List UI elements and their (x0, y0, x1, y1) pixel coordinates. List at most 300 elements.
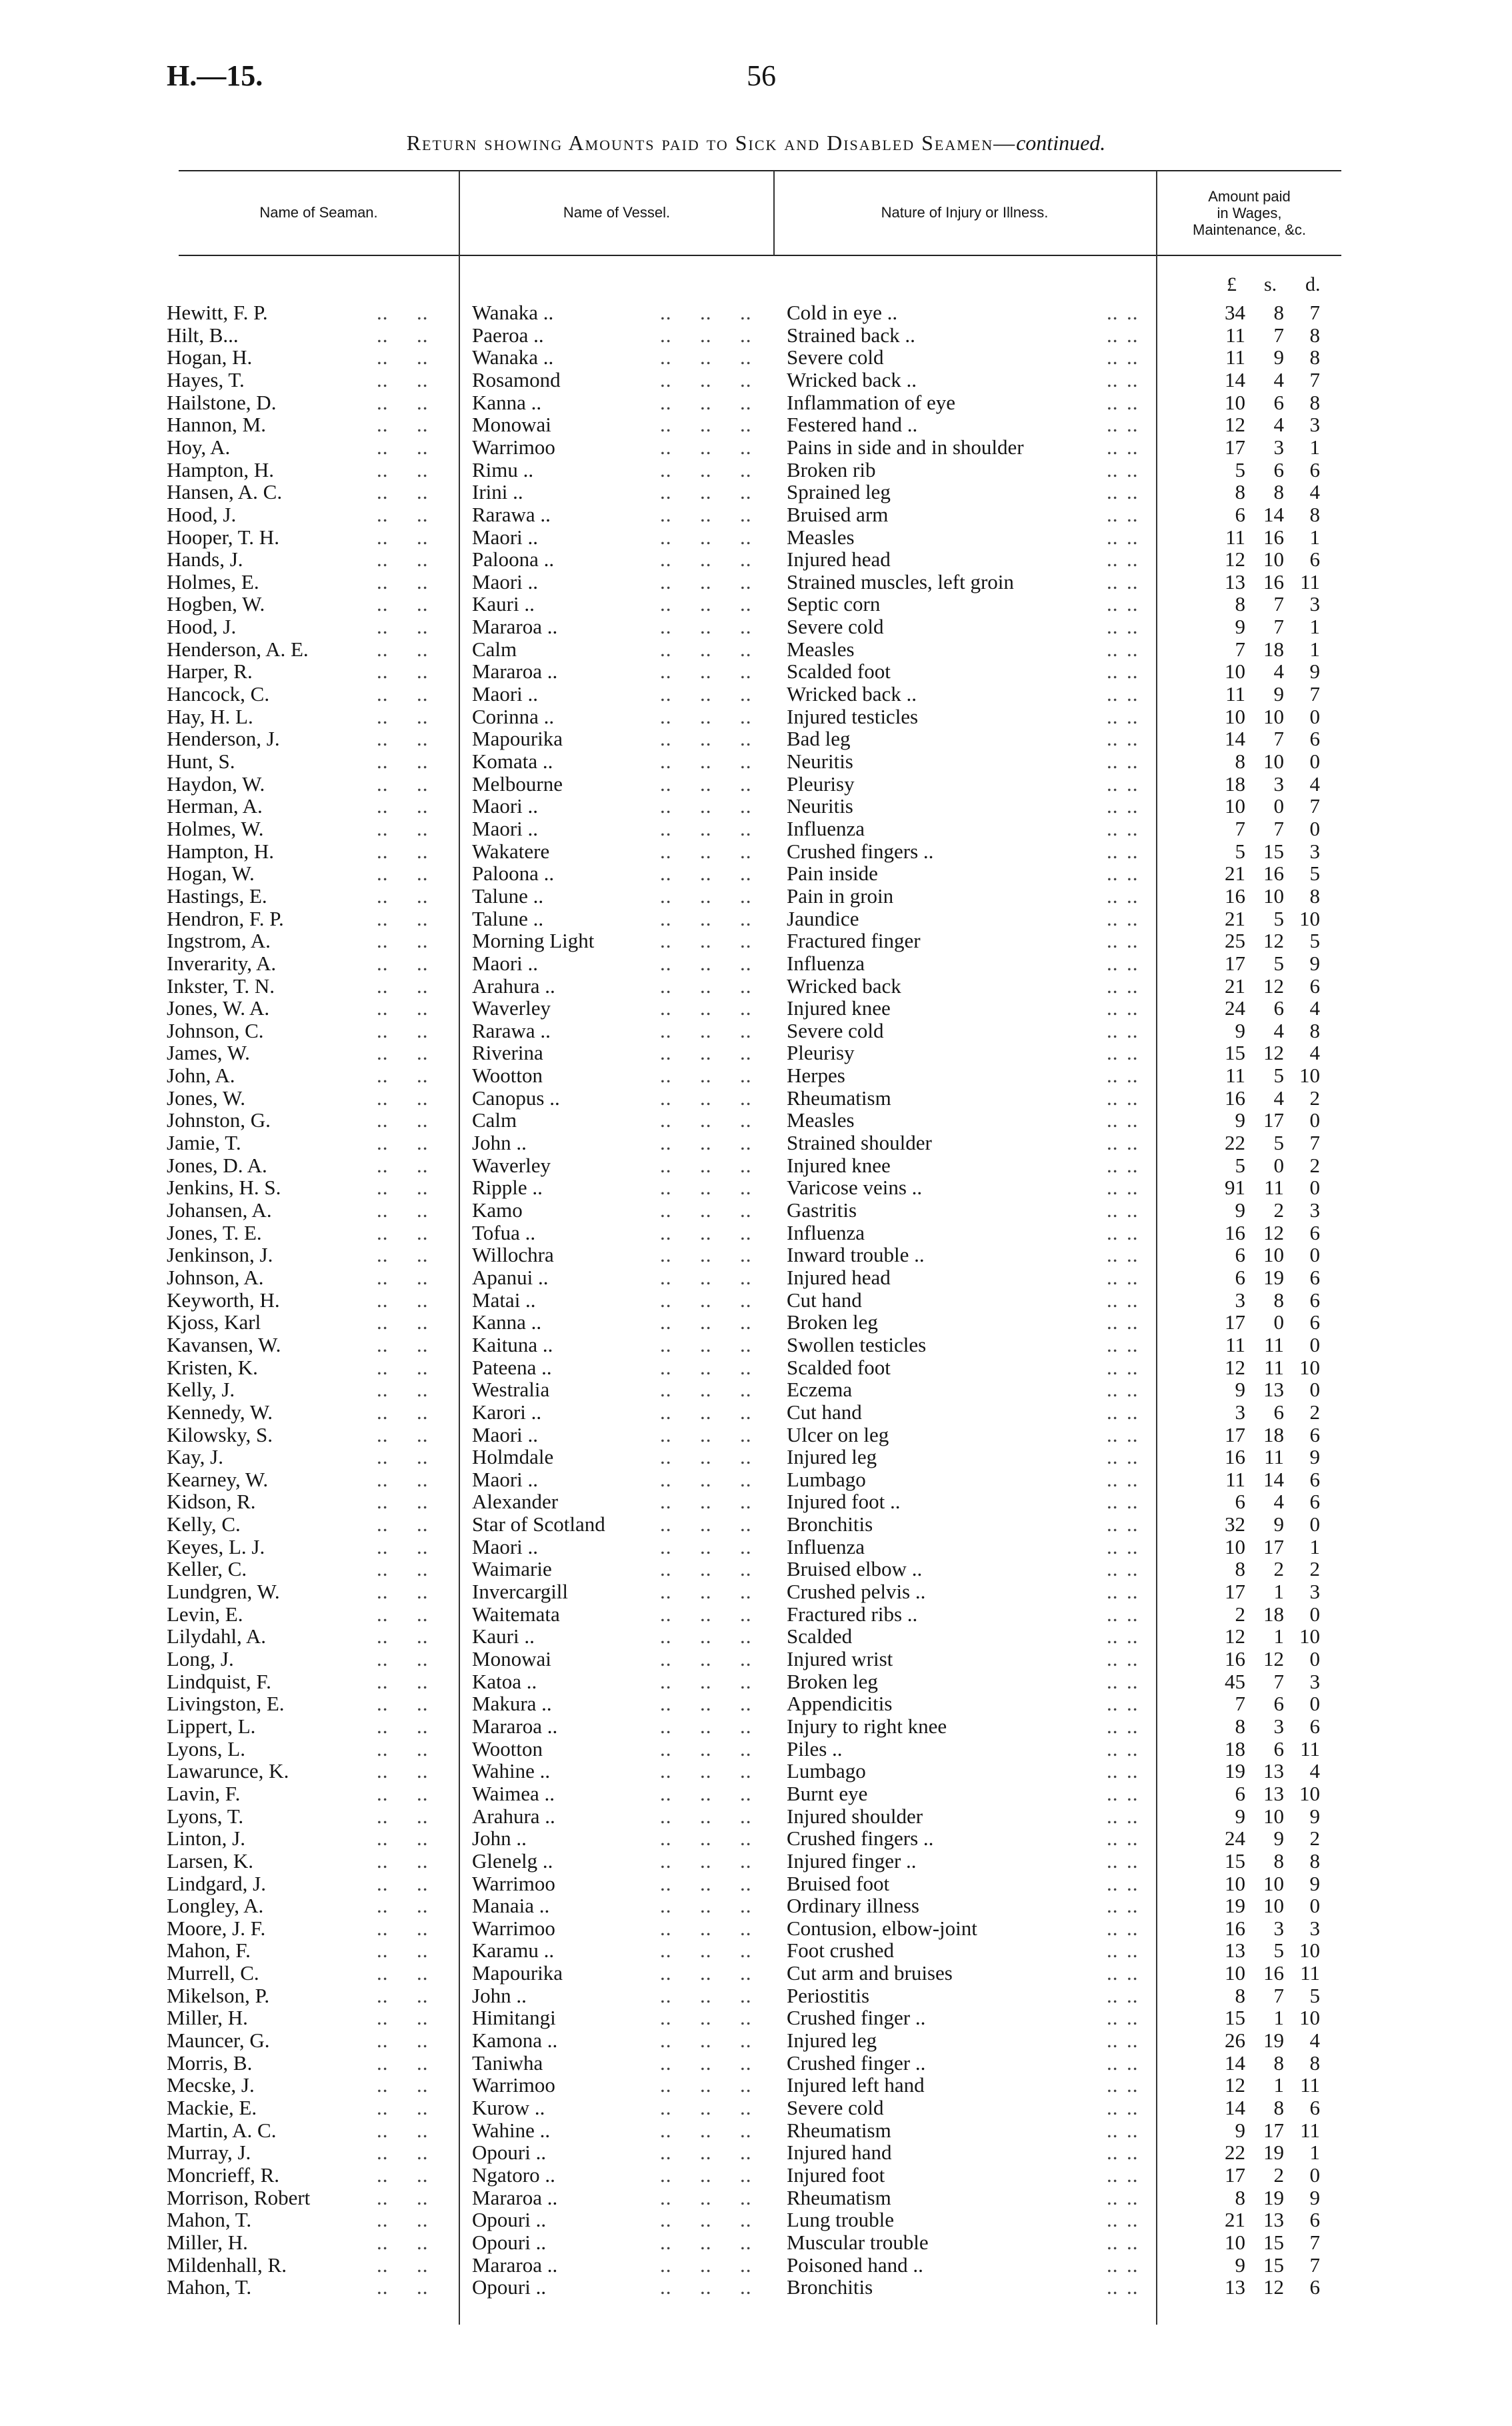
dot-leader: .. (377, 1534, 389, 1558)
amount-pence: 5 (1309, 862, 1320, 886)
amount-pence: 0 (1309, 1332, 1320, 1356)
dot-leader: .. (740, 1243, 752, 1267)
vessel-name: John .. (472, 1983, 527, 2007)
vessel-name: Arahura .. (472, 1804, 555, 1828)
dot-leader: .. (700, 1332, 712, 1356)
dot-leader: .. (1127, 839, 1139, 863)
injury-nature: Fractured finger (787, 929, 921, 953)
dot-leader: .. (1127, 1939, 1139, 1963)
amount-shillings: 5 (1273, 1064, 1284, 1088)
dot-leader: .. (660, 2185, 672, 2209)
amount-pence: 5 (1309, 1983, 1320, 2007)
dot-leader: .. (740, 2096, 752, 2119)
dot-leader: .. (660, 1041, 672, 1065)
dot-leader: .. (740, 1804, 752, 1828)
amount-pounds: 5 (1235, 839, 1245, 863)
vessel-name: Maori .. (472, 951, 539, 975)
amount-pounds: 16 (1225, 884, 1245, 908)
dot-leader: .. (377, 1557, 389, 1581)
dot-leader: .. (417, 1445, 429, 1469)
amount-shillings: 5 (1273, 1131, 1284, 1155)
vessel-name: Pateena .. (472, 1355, 552, 1379)
seaman-name: Hendron, F. P. (167, 906, 284, 930)
dot-leader: .. (1107, 1041, 1119, 1065)
injury-nature: Ordinary illness (787, 1894, 919, 1918)
amount-pounds: 22 (1225, 1131, 1245, 1155)
dot-leader: .. (1127, 996, 1139, 1020)
dot-leader: .. (377, 435, 389, 459)
dot-leader: .. (1107, 1759, 1119, 1783)
amount-shillings: 6 (1273, 457, 1284, 481)
table-row (0, 481, 1512, 503)
injury-nature: Severe cold (787, 2096, 884, 2119)
dot-leader: .. (377, 2253, 389, 2277)
seaman-name: Mecske, J. (167, 2073, 255, 2097)
dot-leader: .. (700, 367, 712, 391)
injury-nature: Crushed finger .. (787, 2006, 926, 2030)
dot-leader: .. (417, 839, 429, 863)
amount-pence: 9 (1309, 1445, 1320, 1469)
dot-leader: .. (740, 704, 752, 728)
dot-leader: .. (740, 367, 752, 391)
seaman-name: Kidson, R. (167, 1490, 256, 1514)
dot-leader: .. (740, 480, 752, 504)
dot-leader: .. (1127, 816, 1139, 840)
amount-pounds: 2 (1235, 1602, 1245, 1626)
amount-pounds: 17 (1225, 435, 1245, 459)
dot-leader: .. (417, 1624, 429, 1648)
dot-leader: .. (700, 1624, 712, 1648)
dot-leader: .. (1107, 2230, 1119, 2254)
dot-leader: .. (417, 2253, 429, 2277)
amount-pence: 0 (1309, 1176, 1320, 1200)
dot-leader: .. (700, 884, 712, 908)
dot-leader: .. (660, 1018, 672, 1042)
seaman-name: Keyes, L. J. (167, 1534, 265, 1558)
amount-shillings: 6 (1273, 1400, 1284, 1424)
vessel-name: Wahine .. (472, 2118, 551, 2142)
vessel-name: John .. (472, 1131, 527, 1155)
amount-shillings: 15 (1263, 2230, 1284, 2254)
injury-nature: Injured knee (787, 996, 891, 1020)
dot-leader: .. (660, 884, 672, 908)
amount-pence: 2 (1309, 1086, 1320, 1110)
amount-pounds: 13 (1225, 1939, 1245, 1963)
amount-shillings: 3 (1273, 435, 1284, 459)
table-row (0, 1311, 1512, 1334)
dot-leader: .. (660, 301, 672, 324)
vessel-name: Invercargill (472, 1580, 569, 1604)
dot-leader: .. (377, 615, 389, 639)
vessel-name: Paloona .. (472, 547, 555, 571)
seaman-name: Hewitt, F. P. (167, 301, 268, 324)
vessel-name: Rosamond (472, 367, 561, 391)
dot-leader: .. (740, 615, 752, 639)
dot-leader: .. (1107, 772, 1119, 796)
dot-leader: .. (417, 1534, 429, 1558)
amount-pence: 11 (1300, 2073, 1320, 2097)
dot-leader: .. (1107, 1153, 1119, 1177)
table-row (0, 885, 1512, 908)
amount-pounds: 9 (1235, 1378, 1245, 1402)
dot-leader: .. (377, 1894, 389, 1918)
dot-leader: .. (377, 1804, 389, 1828)
dot-leader: .. (1127, 1580, 1139, 1604)
dot-leader: .. (1107, 1086, 1119, 1110)
dot-leader: .. (1127, 951, 1139, 975)
dot-leader: .. (1127, 1176, 1139, 1200)
amount-pounds: 7 (1235, 637, 1245, 661)
seaman-name: Murrell, C. (167, 1961, 259, 1985)
injury-nature: Neuritis (787, 750, 853, 773)
dot-leader: .. (700, 1557, 712, 1581)
dot-leader: .. (740, 1131, 752, 1155)
amount-shillings: 10 (1263, 1243, 1284, 1267)
dot-leader: .. (1127, 547, 1139, 571)
vessel-name: Mapourika (472, 1961, 563, 1985)
vessel-name: Star of Scotland (472, 1512, 605, 1536)
seaman-name: Jones, W. A. (167, 996, 270, 1020)
dot-leader: .. (660, 1916, 672, 1940)
dot-leader: .. (1127, 2118, 1139, 2142)
amount-shillings: 2 (1273, 2163, 1284, 2187)
amount-shillings: 2 (1273, 1198, 1284, 1222)
dot-leader: .. (417, 794, 429, 818)
dot-leader: .. (1127, 1467, 1139, 1491)
amount-pence: 4 (1309, 996, 1320, 1020)
dot-leader: .. (740, 1714, 752, 1738)
vessel-name: Waverley (472, 996, 551, 1020)
dot-leader: .. (1107, 1714, 1119, 1738)
vessel-name: Taniwha (472, 2051, 543, 2075)
dot-leader: .. (700, 345, 712, 369)
dot-leader: .. (377, 2141, 389, 2165)
injury-nature: Pain inside (787, 862, 878, 886)
dot-leader: .. (700, 1288, 712, 1312)
dot-leader: .. (1107, 1198, 1119, 1222)
amount-pounds: 17 (1225, 1310, 1245, 1334)
dot-leader: .. (740, 637, 752, 661)
vessel-name: Kaituna .. (472, 1332, 553, 1356)
amount-shillings: 5 (1273, 951, 1284, 975)
amount-shillings: 4 (1273, 413, 1284, 437)
dot-leader: .. (1107, 1916, 1119, 1940)
vessel-name: Wanaka .. (472, 301, 554, 324)
seaman-name: Jones, W. (167, 1086, 245, 1110)
dot-leader: .. (377, 345, 389, 369)
dot-leader: .. (1127, 1378, 1139, 1402)
injury-nature: Cold in eye .. (787, 301, 898, 324)
dot-leader: .. (1127, 1849, 1139, 1873)
vessel-name: Arahura .. (472, 974, 555, 998)
dot-leader: .. (740, 2006, 752, 2030)
amount-pounds: 21 (1225, 974, 1245, 998)
amount-pence: 7 (1309, 682, 1320, 706)
dot-leader: .. (377, 2208, 389, 2232)
dot-leader: .. (660, 951, 672, 975)
vessel-name: Maori .. (472, 1467, 539, 1491)
dot-leader: .. (660, 2118, 672, 2142)
amount-shillings: 2 (1273, 1557, 1284, 1581)
dot-leader: .. (377, 1243, 389, 1267)
amount-pounds: 9 (1235, 2253, 1245, 2277)
amount-pence: 11 (1300, 2118, 1320, 2142)
dot-leader: .. (1127, 1422, 1139, 1446)
vessel-name: Kauri .. (472, 1624, 535, 1648)
amount-shillings: 12 (1263, 1647, 1284, 1670)
dot-leader: .. (1127, 435, 1139, 459)
injury-nature: Injured testicles (787, 704, 919, 728)
dot-leader: .. (1107, 367, 1119, 391)
dot-leader: .. (417, 637, 429, 661)
dot-leader: .. (1127, 1534, 1139, 1558)
dot-leader: .. (417, 457, 429, 481)
vessel-name: Waitemata (472, 1602, 560, 1626)
dot-leader: .. (417, 1176, 429, 1200)
dot-leader: .. (700, 1041, 712, 1065)
dot-leader: .. (740, 1332, 752, 1356)
dot-leader: .. (660, 413, 672, 437)
vessel-name: Paloona .. (472, 862, 555, 886)
dot-leader: .. (417, 660, 429, 684)
amount-pence: 1 (1309, 525, 1320, 549)
dot-leader: .. (377, 2073, 389, 2097)
amount-pence: 0 (1309, 1378, 1320, 1402)
dot-leader: .. (700, 1131, 712, 1155)
dot-leader: .. (377, 1512, 389, 1536)
seaman-name: Kennedy, W. (167, 1400, 273, 1424)
dot-leader: .. (377, 1580, 389, 1604)
dot-leader: .. (740, 2073, 752, 2097)
seaman-name: Holmes, E. (167, 569, 259, 593)
injury-nature: Severe cold (787, 345, 884, 369)
dot-leader: .. (377, 2006, 389, 2030)
dot-leader: .. (700, 862, 712, 886)
dot-leader: .. (740, 1400, 752, 1424)
dot-leader: .. (1127, 323, 1139, 347)
amount-shillings: 10 (1263, 1894, 1284, 1918)
amount-pounds: 10 (1225, 2230, 1245, 2254)
dot-leader: .. (660, 1400, 672, 1424)
dot-leader: .. (417, 301, 429, 324)
amount-pounds: 19 (1225, 1894, 1245, 1918)
dot-leader: .. (1127, 2006, 1139, 2030)
dot-leader: .. (377, 1467, 389, 1491)
vessel-name: Himitangi (472, 2006, 556, 2030)
seaman-name: Lilydahl, A. (167, 1624, 266, 1648)
dot-leader: .. (660, 367, 672, 391)
amount-shillings: 5 (1273, 1939, 1284, 1963)
dot-leader: .. (700, 525, 712, 549)
dot-leader: .. (700, 435, 712, 459)
amount-shillings: 4 (1273, 660, 1284, 684)
table-row (0, 862, 1512, 885)
header-nature: Nature of Injury or Illness. (881, 204, 1049, 221)
dot-leader: .. (700, 2230, 712, 2254)
dot-leader: .. (417, 2230, 429, 2254)
dot-leader: .. (377, 1781, 389, 1805)
dot-leader: .. (1107, 1445, 1119, 1469)
vessel-name: Kanna .. (472, 390, 542, 414)
table-row (0, 1670, 1512, 1693)
seaman-name: Henderson, A. E. (167, 637, 309, 661)
injury-nature: Cut hand (787, 1400, 862, 1424)
dot-leader: .. (660, 2275, 672, 2299)
dot-leader: .. (1107, 1288, 1119, 1312)
amount-pounds: 8 (1235, 1983, 1245, 2007)
vessel-name: Kamona .. (472, 2029, 558, 2053)
injury-nature: Lung trouble (787, 2208, 894, 2232)
dot-leader: .. (660, 2073, 672, 2097)
seaman-name: Lindgard, J. (167, 1871, 266, 1895)
amount-pounds: 17 (1225, 2163, 1245, 2187)
dot-leader: .. (377, 2029, 389, 2053)
dot-leader: .. (1107, 1467, 1119, 1491)
injury-nature: Injured knee (787, 1153, 891, 1177)
dot-leader: .. (660, 569, 672, 593)
seaman-name: Jones, T. E. (167, 1220, 262, 1244)
amount-shillings: 13 (1263, 1378, 1284, 1402)
dot-leader: .. (660, 1220, 672, 1244)
dot-leader: .. (740, 592, 752, 616)
amount-shillings: 7 (1273, 323, 1284, 347)
dot-leader: .. (740, 1849, 752, 1873)
table-row (0, 1020, 1512, 1042)
table-row (0, 638, 1512, 661)
dot-leader: .. (417, 569, 429, 593)
dot-leader: .. (377, 1714, 389, 1738)
dot-leader: .. (740, 1939, 752, 1963)
dot-leader: .. (417, 1557, 429, 1581)
vessel-name: Willochra (472, 1243, 554, 1267)
dot-leader: .. (1107, 1647, 1119, 1670)
dot-leader: .. (700, 996, 712, 1020)
injury-nature: Wricked back .. (787, 367, 917, 391)
dot-leader: .. (700, 772, 712, 796)
dot-leader: .. (660, 1939, 672, 1963)
dot-leader: .. (740, 2163, 752, 2187)
dot-leader: .. (740, 1827, 752, 1851)
dot-leader: .. (660, 1827, 672, 1851)
amount-shillings: 4 (1273, 1490, 1284, 1514)
dot-leader: .. (660, 1781, 672, 1805)
dot-leader: .. (1107, 2141, 1119, 2165)
dot-leader: .. (1107, 1781, 1119, 1805)
dot-leader: .. (1127, 1490, 1139, 1514)
dot-leader: .. (740, 1378, 752, 1402)
table-row (0, 1064, 1512, 1087)
dot-leader: .. (740, 1422, 752, 1446)
dot-leader: .. (700, 1714, 712, 1738)
table-row (0, 1648, 1512, 1670)
dot-leader: .. (660, 974, 672, 998)
dot-leader: .. (417, 1714, 429, 1738)
amount-pence: 6 (1309, 2096, 1320, 2119)
seaman-name: John, A. (167, 1064, 235, 1088)
dot-leader: .. (1127, 2029, 1139, 2053)
vessel-name: Karori .. (472, 1400, 542, 1424)
seaman-name: Hastings, E. (167, 884, 267, 908)
dot-leader: .. (377, 301, 389, 324)
dot-leader: .. (700, 2208, 712, 2232)
amount-pounds: 8 (1235, 592, 1245, 616)
amount-pence: 4 (1309, 772, 1320, 796)
vessel-name: Kurow .. (472, 2096, 545, 2119)
amount-pence: 1 (1309, 2141, 1320, 2165)
dot-leader: .. (740, 1781, 752, 1805)
dot-leader: .. (740, 1647, 752, 1670)
injury-nature: Fractured ribs .. (787, 1602, 918, 1626)
amount-pence: 7 (1309, 2253, 1320, 2277)
amount-shillings: 7 (1273, 1669, 1284, 1693)
vessel-name: Melbourne (472, 772, 563, 796)
dot-leader: .. (740, 457, 752, 481)
dot-leader: .. (417, 1736, 429, 1760)
dot-leader: .. (700, 1849, 712, 1873)
dot-leader: .. (417, 1198, 429, 1222)
injury-nature: Crushed fingers .. (787, 839, 934, 863)
dot-leader: .. (377, 2185, 389, 2209)
dot-leader: .. (377, 1602, 389, 1626)
amount-pounds: 16 (1225, 1445, 1245, 1469)
dot-leader: .. (377, 569, 389, 593)
dot-leader: .. (1107, 345, 1119, 369)
amount-shillings: 18 (1263, 1602, 1284, 1626)
dot-leader: .. (1107, 1332, 1119, 1356)
dot-leader: .. (1107, 1512, 1119, 1536)
dot-leader: .. (700, 929, 712, 953)
dot-leader: .. (700, 1534, 712, 1558)
dot-leader: .. (417, 816, 429, 840)
dot-leader: .. (740, 884, 752, 908)
table-row (0, 1244, 1512, 1266)
dot-leader: .. (660, 1961, 672, 1985)
dot-leader: .. (1107, 1557, 1119, 1581)
dot-leader: .. (660, 1445, 672, 1469)
dot-leader: .. (1127, 1736, 1139, 1760)
dot-leader: .. (660, 1490, 672, 1514)
dot-leader: .. (740, 1265, 752, 1289)
dot-leader: .. (377, 2118, 389, 2142)
table-row (0, 1625, 1512, 1648)
amount-pounds: 21 (1225, 906, 1245, 930)
dot-leader: .. (740, 1983, 752, 2007)
amount-shillings: 9 (1273, 345, 1284, 369)
table-row (0, 1289, 1512, 1312)
amount-pence: 4 (1309, 1759, 1320, 1783)
seaman-name: Lyons, T. (167, 1804, 244, 1828)
amount-shillings: 14 (1263, 502, 1284, 526)
dot-leader: .. (1107, 435, 1119, 459)
dot-leader: .. (740, 1355, 752, 1379)
seaman-name: Mahon, F. (167, 1939, 251, 1963)
dot-leader: .. (417, 704, 429, 728)
dot-leader: .. (660, 1265, 672, 1289)
seaman-name: Lyons, L. (167, 1736, 245, 1760)
seaman-name: Hansen, A. C. (167, 480, 283, 504)
amount-pounds: 11 (1225, 323, 1245, 347)
seaman-name: Moncrieff, R. (167, 2163, 280, 2187)
amount-pounds: 10 (1225, 704, 1245, 728)
amount-shillings: 6 (1273, 390, 1284, 414)
dot-leader: .. (700, 1422, 712, 1446)
dot-leader: .. (700, 1602, 712, 1626)
amount-shillings: 3 (1273, 1916, 1284, 1940)
dot-leader: .. (700, 1355, 712, 1379)
dot-leader: .. (660, 1624, 672, 1648)
seaman-name: Holmes, W. (167, 816, 264, 840)
amount-pounds: 21 (1225, 862, 1245, 886)
